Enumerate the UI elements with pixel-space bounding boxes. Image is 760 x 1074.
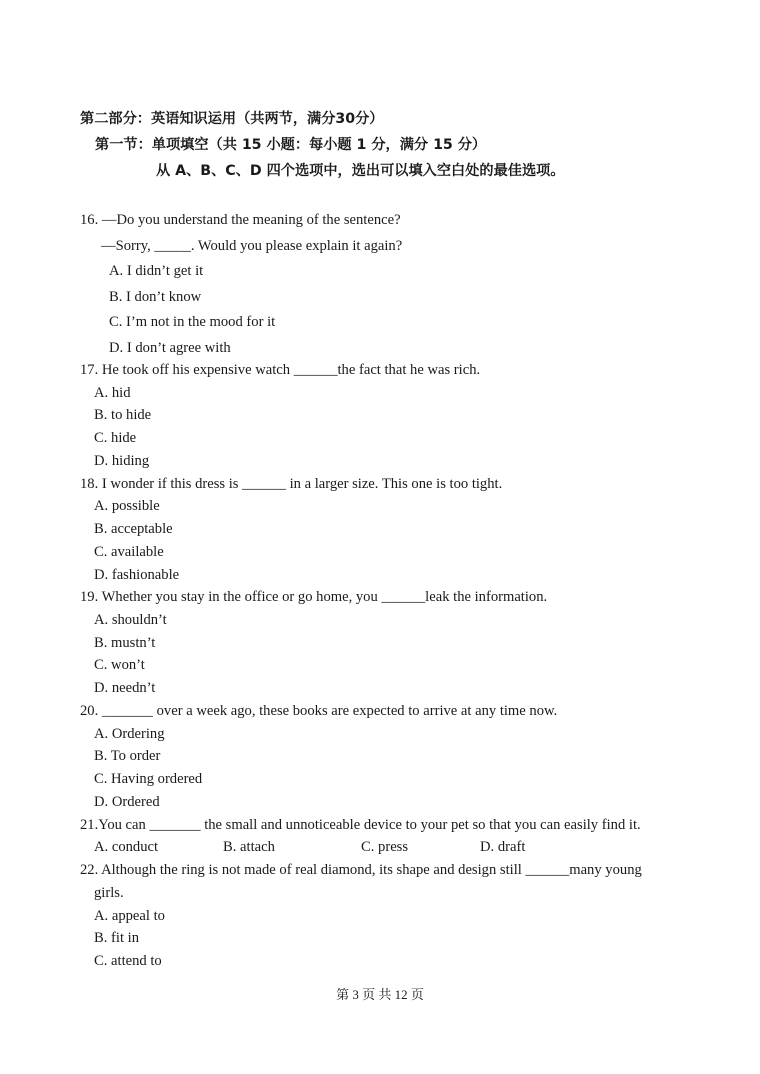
question-20-option-d[interactable]: D. Ordered: [94, 794, 160, 810]
question-20-stem: 20. _______ over a week ago, these books are expected to arrive at any time now.: [80, 703, 558, 719]
question-21-option-b[interactable]: B. attach: [223, 839, 275, 855]
question-16-option-c[interactable]: C. I’m not in the mood for it: [109, 314, 276, 330]
question-18-option-c[interactable]: C. available: [94, 544, 164, 560]
question-22-stem-cont: girls.: [94, 885, 124, 901]
question-20-option-a[interactable]: A. Ordering: [94, 726, 165, 742]
page-number: 第 3 页 共 12 页: [336, 987, 424, 1002]
question-16-option-b[interactable]: B. I don’t know: [109, 289, 202, 305]
question-17-stem: 17. He took off his expensive watch ______the fact that he was rich.: [80, 362, 481, 378]
question-17-option-b[interactable]: B. to hide: [94, 407, 152, 423]
section-title: 第一节：单项填空（共 15 小题：每小题 1 分，满分 15 分）: [95, 137, 487, 153]
question-17-option-d[interactable]: D. hiding: [94, 453, 150, 469]
question-18-stem: 18. I wonder if this dress is ______ in a larger size. This one is too tight.: [80, 476, 503, 492]
question-19-option-c[interactable]: C. won’t: [94, 657, 145, 673]
question-17-option-a[interactable]: A. hid: [94, 385, 131, 401]
question-17-option-c[interactable]: C. hide: [94, 430, 137, 446]
question-22-option-b[interactable]: B. fit in: [94, 930, 139, 946]
question-20-option-b[interactable]: B. To order: [94, 748, 161, 764]
question-22-option-c[interactable]: C. attend to: [94, 953, 162, 969]
part-title: 第二部分：英语知识运用（共两节，满分30分）: [80, 111, 384, 127]
instruction: 从 A、B、C、D 四个选项中，选出可以填入空白处的最佳选项。: [156, 163, 565, 179]
question-16-option-a[interactable]: A. I didn’t get it: [109, 263, 204, 279]
question-19-option-d[interactable]: D. needn’t: [94, 680, 156, 696]
question-18-option-b[interactable]: B. acceptable: [94, 521, 173, 537]
question-21-option-c[interactable]: C. press: [361, 839, 409, 855]
question-21-option-d[interactable]: D. draft: [480, 839, 526, 855]
question-21-option-a[interactable]: A. conduct: [94, 839, 159, 855]
question-22-stem: 22. Although the ring is not made of real diamond, its shape and design still ______many young: [80, 862, 642, 878]
question-18-option-a[interactable]: A. possible: [94, 498, 160, 514]
question-20-option-c[interactable]: C. Having ordered: [94, 771, 203, 787]
question-19-option-a[interactable]: A. shouldn’t: [94, 612, 167, 628]
question-16-option-d[interactable]: D. I don’t agree with: [109, 340, 231, 356]
question-18-option-d[interactable]: D. fashionable: [94, 567, 180, 583]
question-16-reply: —Sorry, _____. Would you please explain it again?: [101, 238, 403, 254]
question-22-option-a[interactable]: A. appeal to: [94, 908, 165, 924]
question-19-option-b[interactable]: B. mustn’t: [94, 635, 156, 651]
question-16-stem: 16. —Do you understand the meaning of the sentence?: [80, 212, 401, 228]
question-19-stem: 19. Whether you stay in the office or go home, you ______leak the information.: [80, 589, 548, 605]
question-21-stem: 21.You can _______ the small and unnoticeable device to your pet so that you can easily find it.: [80, 817, 641, 833]
